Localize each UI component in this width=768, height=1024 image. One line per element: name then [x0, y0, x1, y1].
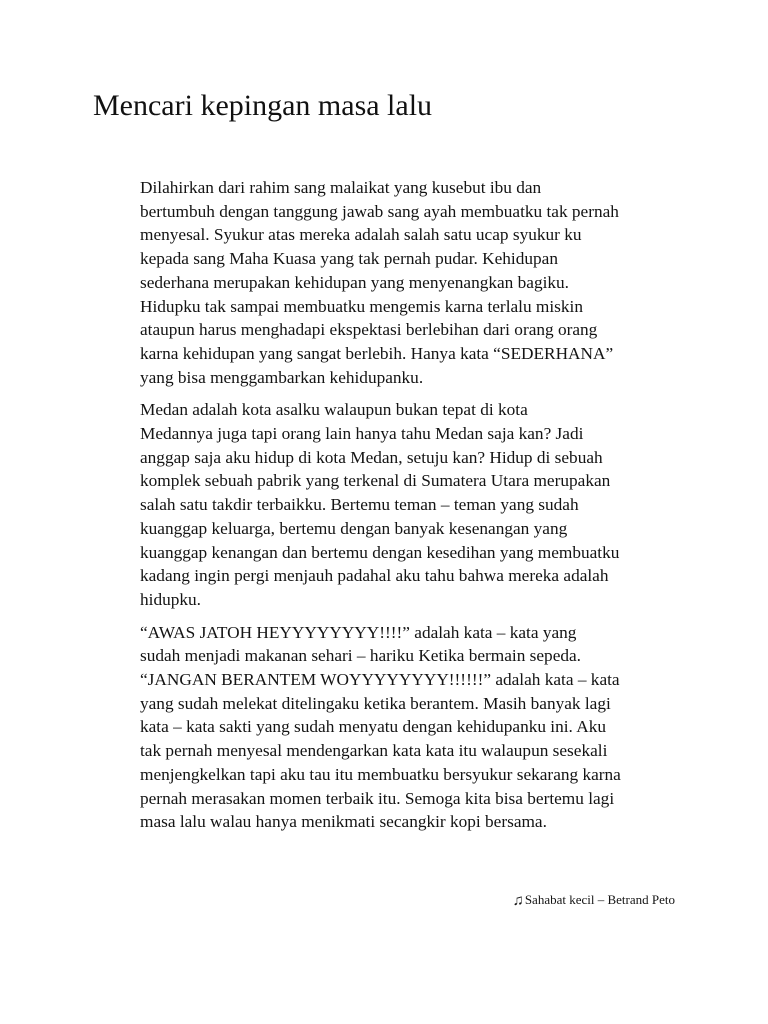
paragraph-3 [93, 621, 683, 834]
text-line: kepada sang Maha Kuasa yang tak pernah pudar. Kehidupan [140, 249, 558, 269]
text-line: masa lalu walau hanya menikmati secangkir kopi bersama. [140, 812, 547, 832]
text-line: salah satu takdir terbaikku. Bertemu teman – teman yang sudah [140, 495, 579, 515]
text-line: yang sudah melekat ditelingaku ketika berantem. Masih banyak lagi [140, 693, 611, 713]
text-line: sudah menjadi makanan sehari – hariku Ketika bermain sepeda. [140, 646, 581, 666]
text-line: anggap saja aku hidup di kota Medan, setuju kan? Hidup di sebuah [140, 447, 603, 467]
text-line: menyesal. Syukur atas mereka adalah salah satu ucap syukur ku [140, 225, 582, 245]
text-line: komplek sebuah pabrik yang terkenal di Sumatera Utara merupakan [140, 471, 611, 491]
text-line: kata – kata sakti yang sudah menyatu dengan kehidupanku ini. Aku [140, 717, 607, 737]
text-line: pernah merasakan momen terbaik itu. Semoga kita bisa bertemu lagi [140, 788, 615, 808]
paragraph-1 [93, 176, 683, 389]
text-line: Dilahirkan dari rahim sang malaikat yang kusebut ibu dan [140, 178, 542, 197]
text-line: kuanggap kenangan dan bertemu dengan kesedihan yang membuatku [140, 542, 620, 562]
text-line: bertumbuh dengan tanggung jawab sang ayah membuatku tak pernah [140, 201, 619, 221]
song-credit [513, 890, 675, 911]
text-line: karna kehidupan yang sangat berlebih. Hanya kata “SEDERHANA” [140, 343, 614, 363]
document-body [93, 176, 683, 843]
document-title: Mencari kepingan masa lalu [93, 89, 433, 122]
text-line: yang bisa menggambarkan kehidupanku. [140, 367, 424, 387]
text-line: sederhana merupakan kehidupan yang menyenangkan bagiku. [140, 272, 569, 292]
text-line: kuanggap keluarga, bertemu dengan banyak kesenangan yang [140, 518, 568, 538]
text-line: tak pernah menyesal mendengarkan kata kata itu walaupun sesekali [140, 741, 608, 761]
text-line: ataupun harus menghadapi ekspektasi berlebihan dari orang orang [140, 320, 598, 340]
song-credit-text: Sahabat kecil – Betrand Peto [524, 892, 675, 907]
text-line: Medannya juga tapi orang lain hanya tahu Medan saja kan? Jadi [140, 424, 584, 444]
text-line: “AWAS JATOH HEYYYYYYYY!!!!” adalah kata – kata yang [140, 622, 577, 642]
text-line: kadang ingin pergi menjauh padahal aku tahu bahwa mereka adalah [140, 566, 609, 586]
text-line: hidupku. [140, 589, 201, 609]
text-line: menjengkelkan tapi aku tau itu membuatku bersyukur sekarang karna [140, 764, 621, 784]
text-line: Hidupku tak sampai membuatku mengemis karna terlalu miskin [140, 296, 583, 316]
music-note-icon: ♫ [512, 893, 524, 909]
text-line: Medan adalah kota asalku walaupun bukan tepat di kota [140, 400, 528, 420]
paragraph-2 [93, 398, 683, 611]
text-line: “JANGAN BERANTEM WOYYYYYYYY!!!!!!” adalah kata – kata [140, 670, 620, 690]
